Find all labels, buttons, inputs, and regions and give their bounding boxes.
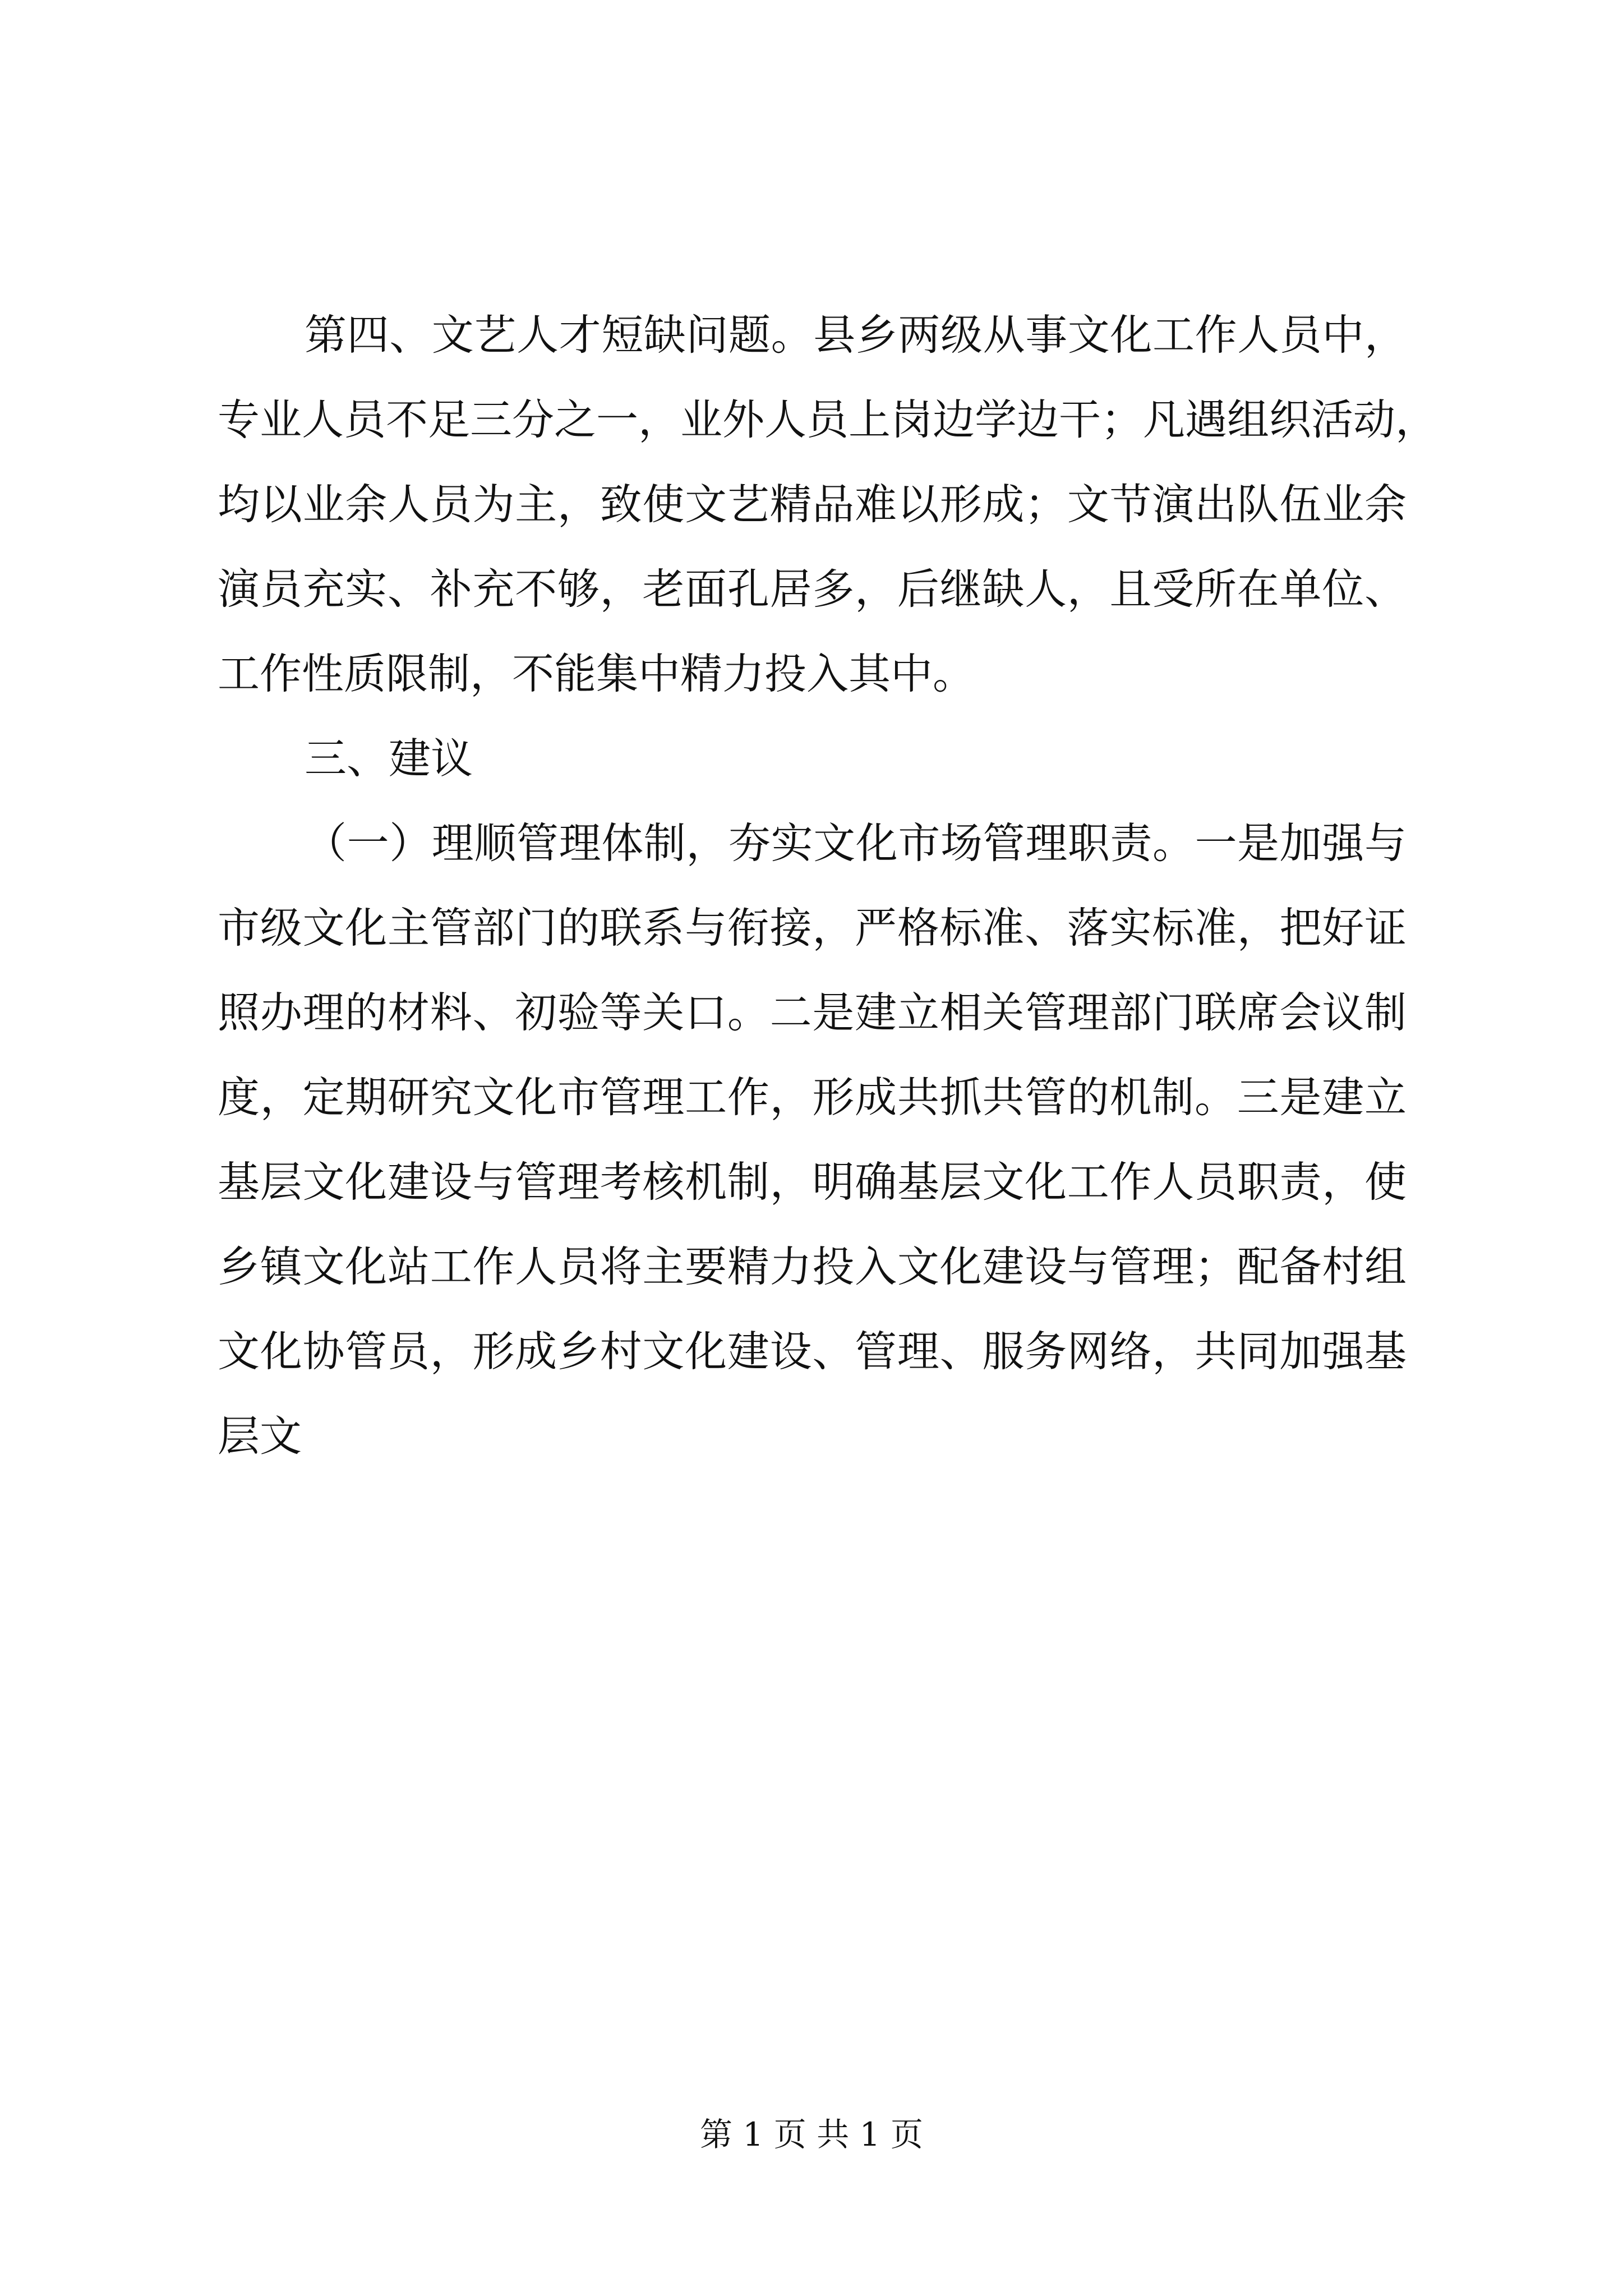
paragraph-line: （一）理顺管理体制，夯实文化市场管理职责。一是加强与: [305, 818, 1407, 868]
paragraph-line: 基层文化建设与管理考核机制，明确基层文化工作人员职责，使: [218, 1157, 1407, 1207]
paragraph-line: 工作性质限制，不能集中精力投入其中。: [218, 649, 975, 698]
paragraph-line: 层文: [218, 1411, 302, 1461]
document-body: [218, 293, 1438, 1479]
paragraph-line: 照办理的材料、初验等关口。二是建立相关管理部门联席会议制: [218, 988, 1407, 1037]
paragraph-line: 均以业余人员为主，致使文艺精品难以形成；文节演出队伍业余: [218, 480, 1407, 529]
paragraph-line: 乡镇文化站工作人员将主要精力投入文化建设与管理；配备村组: [218, 1242, 1407, 1291]
page-footer: 第 1 页 共 1 页: [700, 2115, 923, 2154]
paragraph-line: 市级文化主管部门的联系与衔接，严格标准、落实标准，把好证: [218, 903, 1407, 953]
paragraph-line: 文化协管员，形成乡村文化建设、管理、服务网络，共同加强基: [218, 1327, 1407, 1376]
section-heading: 三、建议: [305, 734, 473, 783]
paragraph-line: 演员充实、补充不够，老面孔居多，后继缺人，且受所在单位、: [218, 564, 1407, 614]
paragraph-line: 第四、文艺人才短缺问题。县乡两级从事文化工作人员中，: [305, 310, 1407, 360]
paragraph-line: 度，定期研究文化市管理工作，形成共抓共管的机制。三是建立: [218, 1073, 1407, 1122]
paragraph-line: 专业人员不足三分之一，业外人员上岗边学边干；凡遇组织活动，: [218, 395, 1438, 444]
